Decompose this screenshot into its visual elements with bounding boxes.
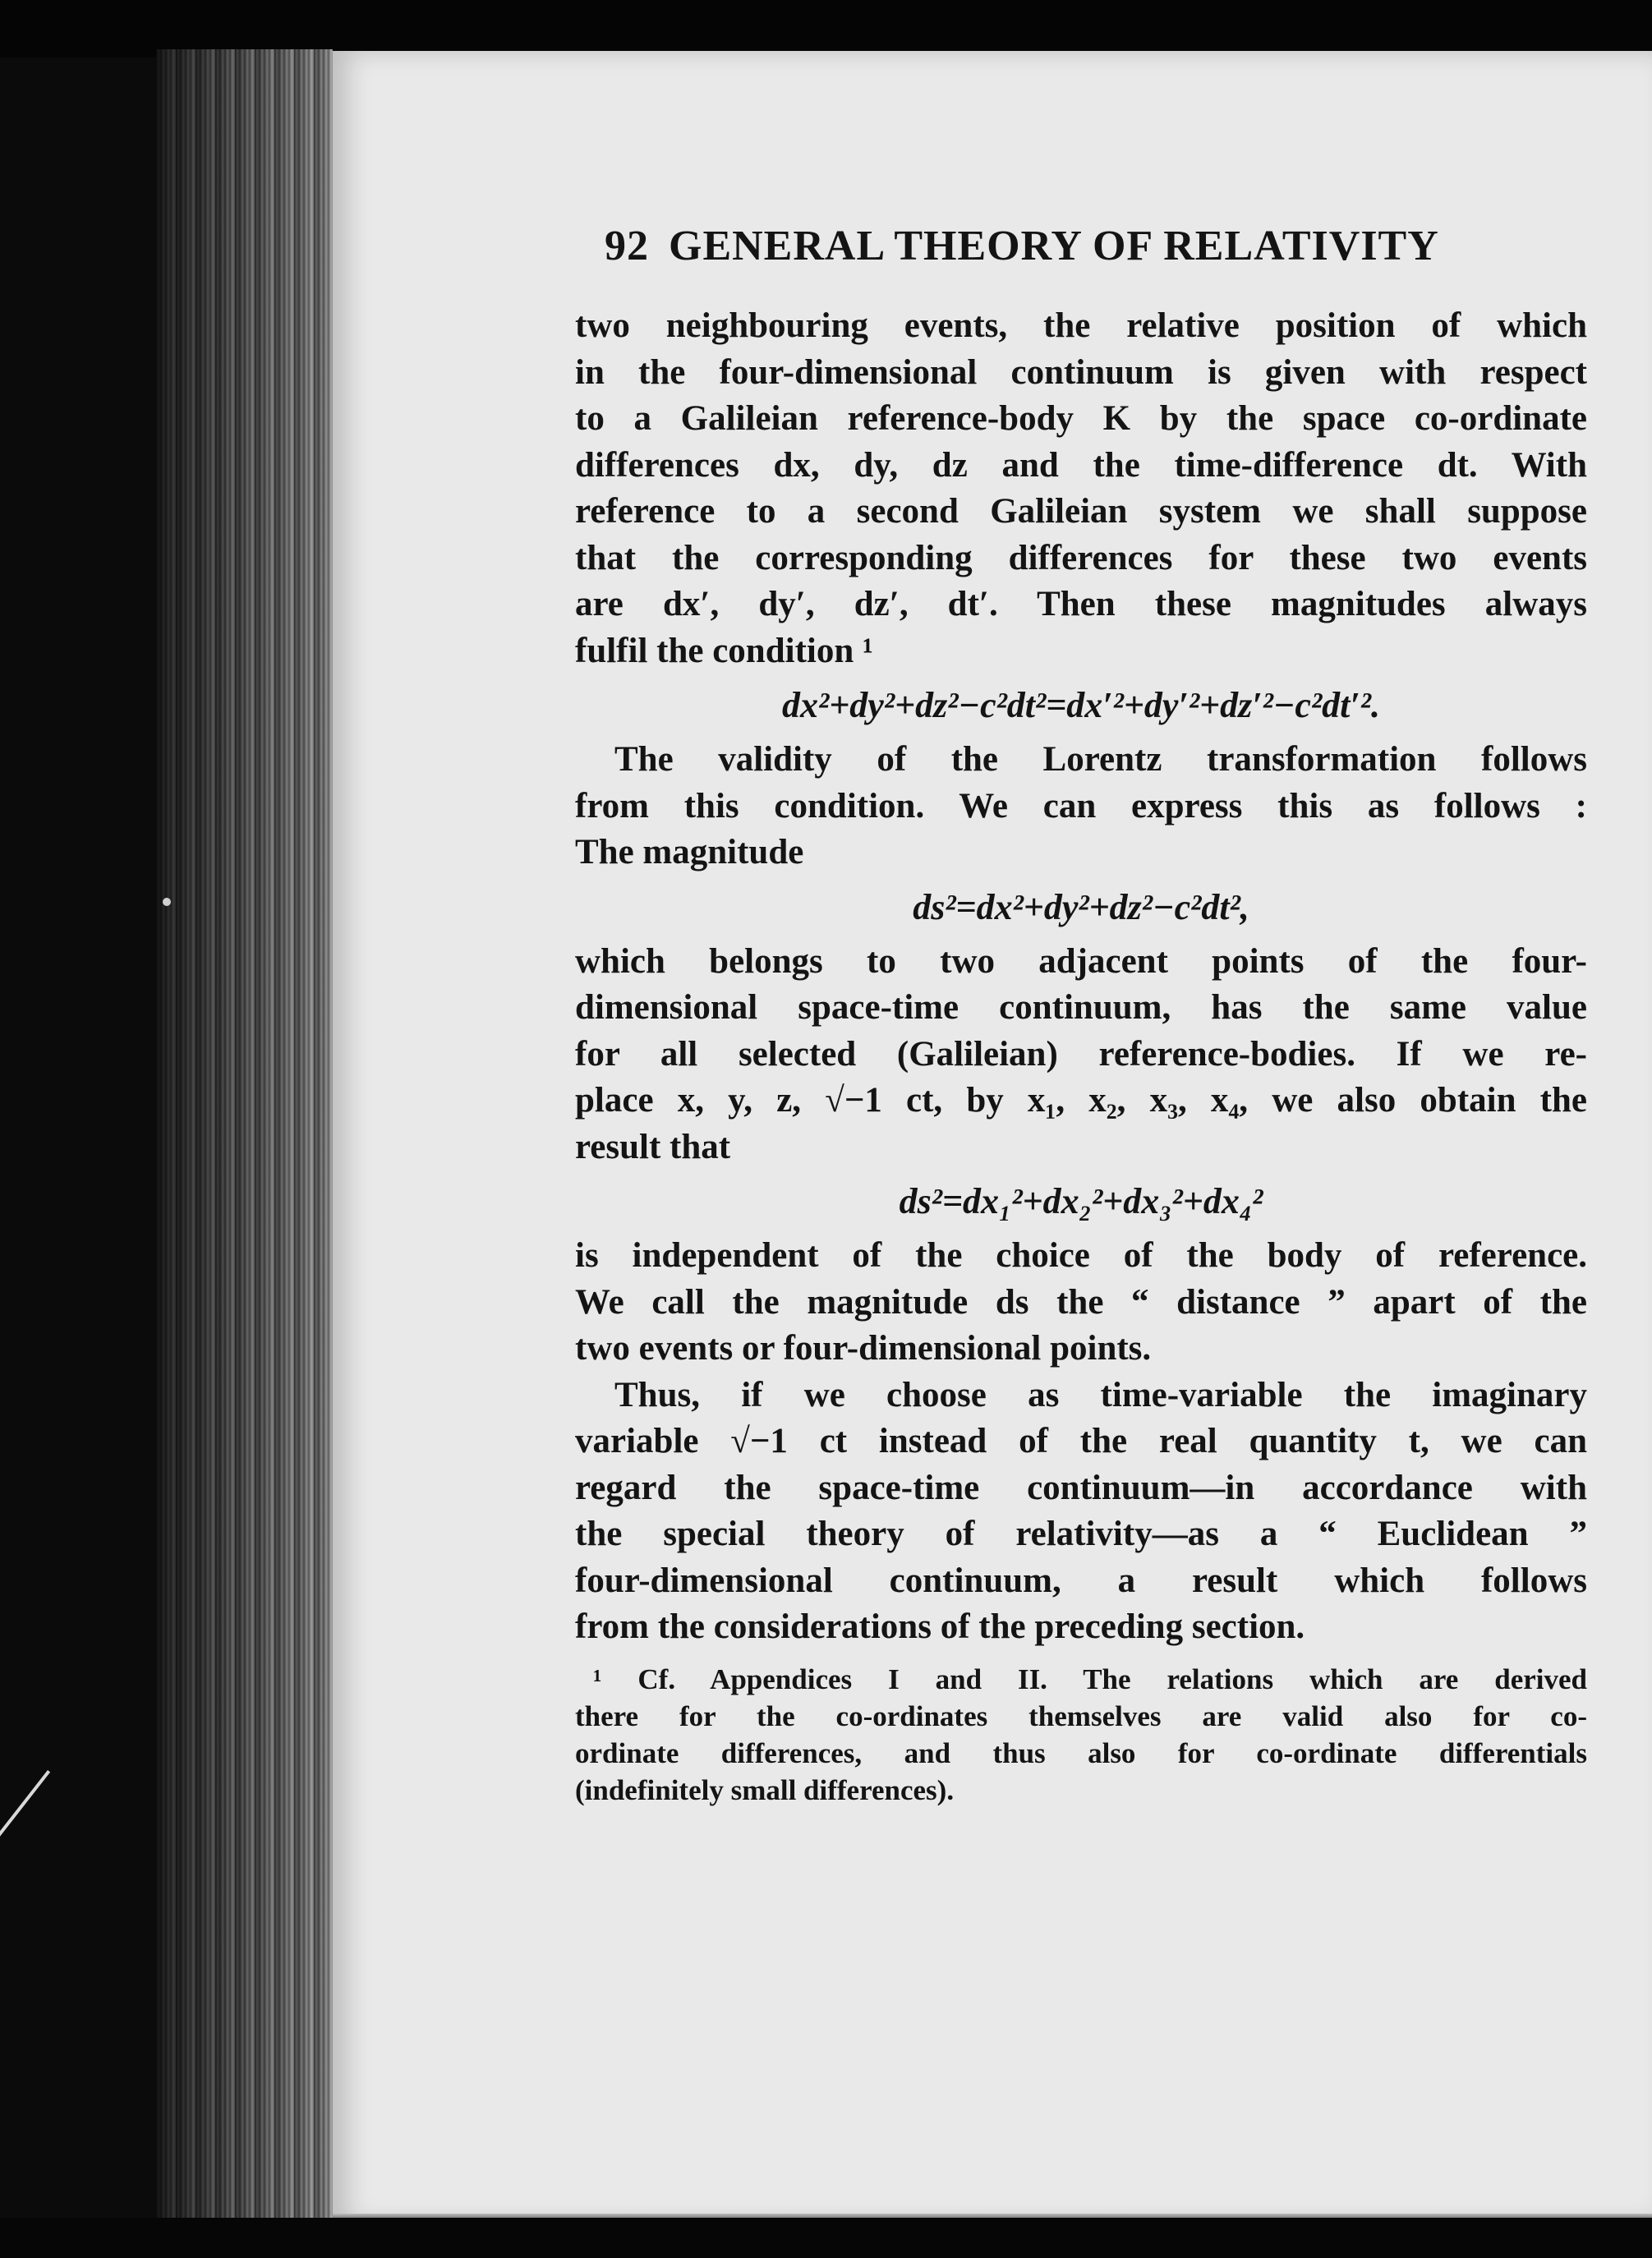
paragraph-5 bbox=[575, 1373, 1587, 1651]
margin-dot bbox=[163, 898, 171, 906]
text-line: reference to a second Galileian system we shall suppose bbox=[575, 492, 1587, 531]
equation-1: dx²+dy²+dz²−c²dt²=dx′²+dy′²+dz′²−c²dt′². bbox=[782, 685, 1380, 725]
footnote-line: there for the co-ordinates themselves are valid also for co- bbox=[575, 1699, 1587, 1732]
text-line: in the four-dimensional continuum is given with respect bbox=[575, 352, 1587, 392]
text-line: which belongs to two adjacent points of the four- bbox=[575, 941, 1587, 981]
text-line: from the considerations of the preceding section. bbox=[575, 1607, 1305, 1646]
paragraph-1 bbox=[575, 303, 1587, 674]
text-line: result that bbox=[575, 1127, 731, 1166]
footnote-line: (indefinitely small differences). bbox=[575, 1773, 955, 1806]
text-line: for all selected (Galileian) reference-bodies. If we re- bbox=[575, 1034, 1587, 1074]
page-text-column bbox=[575, 222, 1587, 1809]
text-line: the special theory of relativity—as a “ Euclidean ” bbox=[575, 1515, 1587, 1553]
text-line: that the corresponding differences for these two events bbox=[575, 538, 1587, 577]
footnote-line: ¹ Cf. Appendices I and II. The relations which are derived bbox=[593, 1662, 1587, 1695]
equation-3: ds²=dx₁²+dx₂²+dx₃²+dx₄² bbox=[899, 1181, 1263, 1221]
running-head bbox=[605, 222, 1587, 270]
spine-shadow bbox=[156, 49, 333, 2226]
equation-2: ds²=dx²+dy²+dz²−c²dt², bbox=[913, 886, 1249, 927]
text-line: fulfil the condition ¹ bbox=[575, 631, 873, 670]
text-line: variable √−1 ct instead of the real quantity t, we can bbox=[575, 1422, 1587, 1460]
text-line: regard the space-time continuum—in accordance with bbox=[575, 1468, 1587, 1507]
text-line: The magnitude bbox=[575, 833, 804, 871]
text-line: are dx′, dy′, dz′, dt′. Then these magnitudes always bbox=[575, 585, 1587, 623]
running-title: GENERAL THEORY OF RELATIVITY bbox=[669, 223, 1439, 269]
text-line: Thus, if we choose as time-variable the imaginary bbox=[614, 1375, 1587, 1414]
paragraph-4 bbox=[575, 1233, 1587, 1373]
paragraph-3 bbox=[575, 939, 1587, 1171]
margin-pencil-mark bbox=[0, 1770, 50, 1869]
text-line: differences dx, dy, dz and the time-difference dt. With bbox=[575, 445, 1587, 485]
footnote-line: ordinate differences, and thus also for co-ordinate differentials bbox=[575, 1736, 1587, 1769]
paragraph-2 bbox=[575, 737, 1587, 876]
text-line: two events or four-dimensional points. bbox=[575, 1329, 1152, 1368]
page-number: 92 bbox=[605, 223, 649, 269]
text-line: We call the magnitude ds the “ distance ” apart of the bbox=[575, 1282, 1587, 1322]
text-line: dimensional space-time continuum, has the same value bbox=[575, 988, 1587, 1027]
text-line: place x, y, z, √−1 ct, by x₁, x₂, x₃, x₄, we also obtain the bbox=[575, 1081, 1587, 1120]
footnote bbox=[575, 1661, 1587, 1809]
text-line: to a Galileian reference-body K by the space co-ordinate bbox=[575, 399, 1587, 438]
scan-bottom-margin bbox=[0, 2218, 1652, 2258]
text-line: two neighbouring events, the relative position of which bbox=[575, 306, 1587, 345]
text-line: The validity of the Lorentz transformation follows bbox=[614, 740, 1587, 779]
text-line: four-dimensional continuum, a result which follows bbox=[575, 1561, 1587, 1600]
text-line: is independent of the choice of the body of reference. bbox=[575, 1236, 1587, 1275]
text-line: from this condition. We can express this as follows : bbox=[575, 786, 1587, 825]
